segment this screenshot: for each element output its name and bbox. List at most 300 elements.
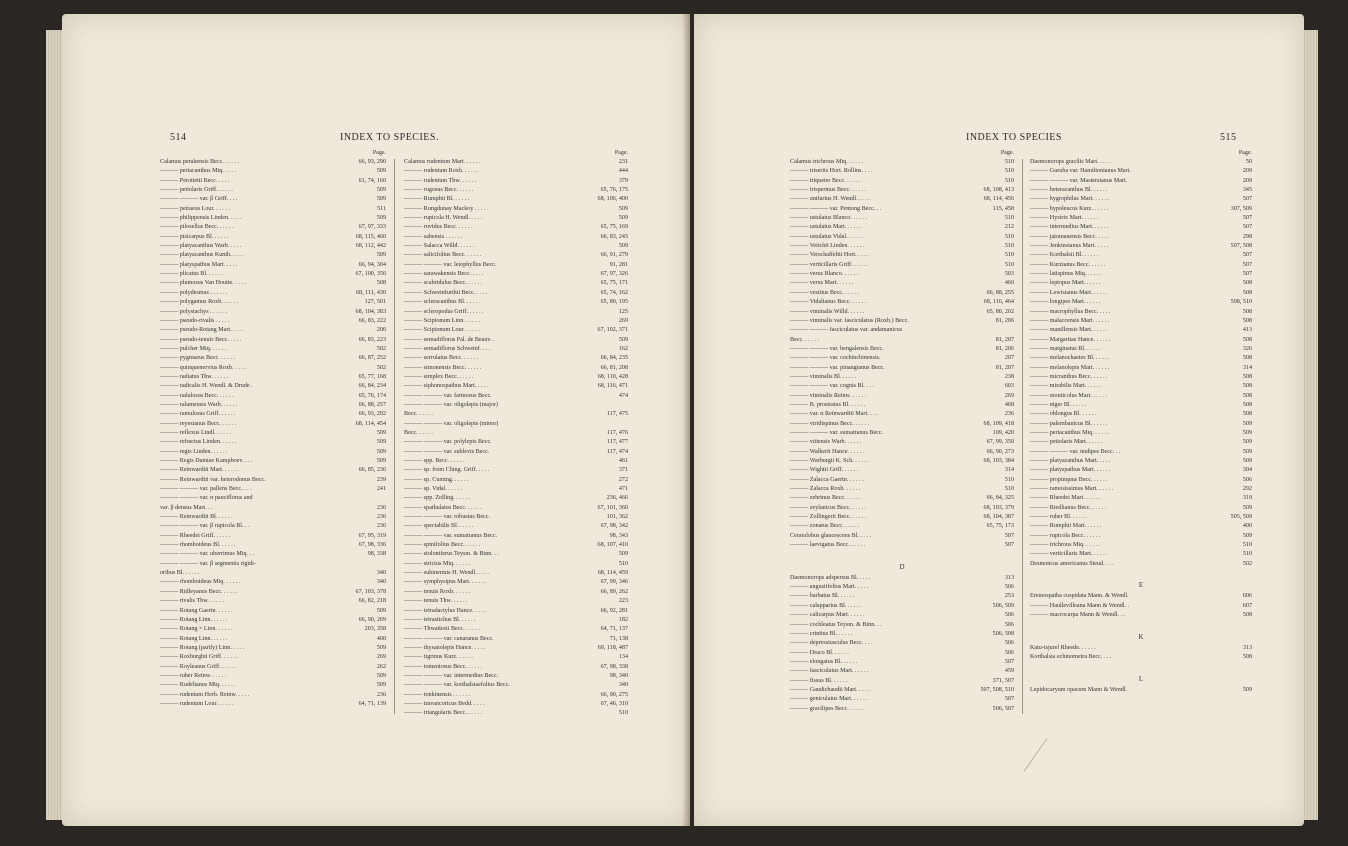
entry-pages: 67, 101, 360 (597, 504, 628, 511)
entry-pages: 236 (376, 691, 386, 698)
entry-pages: 67, 98, 342 (600, 523, 628, 530)
index-entry (790, 214, 1014, 223)
entry-name: ——— Zalacca Roxb. . . . . . (790, 486, 861, 493)
entry-name: ——— pilosellus Becc. . . . . . (160, 224, 234, 231)
entry-pages: 236, 466 (606, 495, 628, 502)
entry-name: Becc. . . . . . (404, 411, 433, 418)
entry-name: ——— verticillaris Mart. . . . . . (1030, 551, 1108, 558)
entry-pages: 508 (1242, 355, 1252, 362)
left-column-2 (404, 149, 628, 719)
section-letter: E (1138, 581, 1144, 590)
entry-name: Daemonorops gracilis Mart. . . . . (1030, 159, 1111, 165)
entry-pages: 507 (1004, 542, 1014, 549)
index-entry (160, 681, 386, 690)
entry-pages: 509 (376, 672, 386, 679)
index-entry (790, 695, 1014, 704)
entry-name: Eremospatha cuspidata Mann. & Wendl. (1030, 593, 1129, 600)
entry-pages: 340 (376, 570, 386, 577)
index-entry (404, 448, 628, 457)
entry-name: ——— platyspathus Mart. . . . . (160, 261, 238, 268)
entry-name: ——— propinquus Becc. . . . . . (1030, 476, 1108, 483)
index-entry (160, 560, 386, 569)
entry-pages: 506, 507 (992, 705, 1014, 712)
index-entry (160, 691, 386, 700)
entry-pages: 371, 507 (992, 677, 1014, 684)
entry-name: ——— Ridleyanus Becc. . . . . . (160, 588, 238, 595)
entry-pages: 507 (1242, 252, 1252, 259)
entry-pages: 269 (1004, 392, 1014, 399)
entry-name: ——— Scipionum Lour. . . . . . (404, 327, 481, 334)
entry-pages: 68, 109, 418 (983, 420, 1014, 427)
entry-name: ——— Rotang Linn. . . . . . (160, 616, 228, 623)
entry-pages: 64, 71, 137 (600, 626, 628, 633)
entry-name: Becc. . . . . . (404, 429, 433, 436)
index-entry (404, 681, 628, 690)
entry-name: Ceratolobus glaucescens Bl. . . . . (790, 532, 872, 539)
entry-pages: 507 (1242, 224, 1252, 231)
entry-pages: 508 (1242, 654, 1252, 661)
index-entry (404, 457, 628, 466)
entry-pages: 508 (1242, 612, 1252, 619)
entry-name: ——— barbatus Bl. . . . . . (790, 593, 855, 600)
entry-pages: 68, 106, 400 (597, 196, 628, 203)
entry-name: ——— sp. from Ching. Griff. . . . . (404, 467, 490, 474)
entry-pages: 66, 88, 255 (986, 289, 1014, 296)
entry-pages: 509 (376, 196, 386, 203)
entry-name: ——— ——— var. nudipes Becc. . . (1030, 448, 1121, 455)
entry-name: ——— calicarpus Mart. . . . . . (790, 612, 865, 619)
index-entry (1030, 214, 1252, 223)
entry-pages: 307, 509 (1230, 205, 1252, 212)
entry-name: ——— ramosissimus Mart. . . . . . (1030, 486, 1114, 493)
entry-pages: 68, 115, 460 (355, 233, 386, 240)
entry-name: ——— petiolaris Griff. . . . . . (160, 187, 233, 194)
index-entry (404, 429, 628, 438)
entry-name: ——— viminalis Willd. . . . . . (790, 308, 865, 315)
index-entry (790, 457, 1014, 466)
index-entry (790, 494, 1014, 503)
index-entry (160, 625, 386, 634)
entry-pages: 98, 340 (609, 672, 628, 679)
index-entry (404, 466, 628, 475)
index-entry (160, 410, 386, 419)
entry-pages: 68, 111, 430 (355, 289, 386, 296)
entry-name: ——— Gaudichaudii Mart. . . . . (790, 686, 870, 693)
entry-name: ——— Zalacca Gaertn. . . . . . (790, 476, 864, 483)
section-letter: K (1138, 632, 1144, 641)
entry-name: ——— triseriis Hort. Rollins. . . . (790, 168, 873, 175)
entry-name: ——— rivalis Thw. . . . . . (160, 598, 224, 605)
entry-name: ——— Reinwardtii Bl. . . . . . (160, 514, 233, 521)
entry-name: ——— melanolepis Mart. . . . . . (1030, 364, 1110, 371)
column-rule (394, 159, 395, 714)
index-entry (160, 532, 386, 541)
index-entry (790, 611, 1014, 620)
entry-name: ——— Korthalsii Bl. . . . . . (1030, 252, 1099, 259)
entry-pages: 65, 75, 173 (986, 523, 1014, 530)
entry-pages: 65, 75, 169 (600, 224, 628, 231)
section-letter: D (899, 562, 905, 571)
entry-name: ——— verus Mart. . . . . . (790, 280, 854, 287)
entry-pages: 507 (1004, 658, 1014, 665)
entry-name: ——— Thwaitesii Becc. . . . . . (404, 626, 480, 633)
entry-name: ——— cochleatus Teysm. & Binn. . . (790, 621, 882, 628)
right-page-number: 515 (1220, 132, 1237, 143)
index-entry (1030, 298, 1252, 307)
index-entry (1030, 195, 1252, 204)
index-entry (1030, 373, 1252, 382)
entry-pages: 117, 476 (606, 429, 628, 436)
entry-pages: 66, 93, 292 (358, 411, 386, 418)
index-entry (404, 270, 628, 279)
entry-name: ——— ruber Reinw. . . . . . (160, 672, 227, 679)
entry-name: ——— Rotang Linn. . . . . . (160, 635, 228, 642)
entry-pages: 510 (1004, 215, 1014, 222)
entry-pages: 510 (1004, 168, 1014, 175)
entry-pages: 509 (1242, 458, 1252, 464)
entry-name: ——— scleropodus Griff. . . . . . (404, 308, 484, 315)
entry-name: ——— ——— var. sumatranus Becc. (790, 429, 884, 436)
entry-name: ——— spinifolius Becc. . . . . . (404, 542, 480, 549)
entry-name: ——— philippensis Linden. . . . . (160, 215, 242, 222)
index-entry (1030, 345, 1252, 354)
index-entry (160, 270, 386, 279)
index-entry (160, 569, 386, 578)
index-entry (404, 504, 628, 513)
entry-pages: 313 (1242, 644, 1252, 651)
entry-pages: 61, 74, 160 (358, 177, 386, 184)
entry-name: Calamus rudentum Mart. . . . . . (404, 159, 481, 165)
entry-pages: 509 (376, 187, 386, 194)
index-entry (160, 644, 386, 653)
entry-pages: 66, 93, 290 (358, 159, 386, 165)
entry-pages: 507 (1242, 271, 1252, 278)
index-entry (160, 177, 386, 186)
entry-pages: 67, 102, 371 (597, 327, 628, 334)
index-entry (160, 672, 386, 681)
entry-name: ——— Draco Bl. . . . . . (790, 649, 849, 656)
entry-name: ——— pulcher Miq. . . . . . (160, 345, 227, 352)
entry-pages: 507, 508, 510 (980, 686, 1014, 693)
index-entry (404, 672, 628, 681)
index-entry (1030, 494, 1252, 503)
entry-name: ——— stoloniferus Teysm. & Binn. . . (404, 551, 499, 558)
entry-pages: 509 (1242, 439, 1252, 446)
entry-pages: 231 (618, 159, 628, 165)
index-entry (160, 429, 386, 438)
entry-name: ——— Rheedei Griff. . . . . . (160, 532, 231, 539)
entry-pages: 507 (1242, 196, 1252, 203)
entry-pages: 66, 83, 222 (358, 317, 386, 324)
index-entry (404, 345, 628, 354)
entry-pages: 471 (618, 486, 628, 493)
entry-name: ——— ——— var. cochinchinensis. (790, 355, 881, 362)
entry-pages: 67, 98, 338 (600, 663, 628, 670)
entry-name: ——— viminalis Bl. . . . . . (790, 373, 857, 380)
entry-pages: 68, 107, 410 (597, 542, 628, 549)
entry-name: ——— platyacanthus Warb. . . . . (160, 243, 242, 250)
index-entry (160, 308, 386, 317)
entry-pages: 66, 84, 234 (358, 383, 386, 390)
entry-pages: 66, 90, 275 (600, 691, 628, 698)
entry-name: ——— ——— fasciculatus var. andamanicus (790, 327, 903, 334)
index-entry (1030, 223, 1252, 232)
entry-name: ——— simonensis Becc. . . . . . (404, 364, 482, 371)
entry-pages: 269 (376, 654, 386, 661)
entry-name: ——— Riedlianus Becc. . . . . . (1030, 504, 1107, 511)
entry-name: ——— ——— var. farinosus Becc. (404, 392, 492, 399)
entry-name: ——— malaccensis Mart. . . . . . (1030, 317, 1110, 324)
entry-pages: 505, 509 (1230, 514, 1252, 521)
index-entry (160, 336, 386, 345)
left-page (62, 14, 690, 826)
page-label: Page. (1238, 150, 1252, 156)
index-entry (404, 298, 628, 307)
index-entry (790, 592, 1014, 601)
entry-pages: 66, 84, 235 (600, 355, 628, 362)
index-entry (790, 354, 1014, 363)
entry-pages: 508 (1242, 392, 1252, 399)
index-entry (790, 167, 1014, 176)
entry-name: ——— rudentum Lour. . . . . . (160, 700, 233, 707)
entry-name: ——— rupicola Becc. . . . . . (1030, 532, 1101, 539)
index-entry (790, 326, 1014, 335)
entry-name: ——— ——— var. β segmentis rigidi- (160, 560, 256, 567)
entry-pages: 508 (1242, 280, 1252, 287)
entry-pages: 313 (1004, 574, 1014, 581)
index-entry (160, 298, 386, 307)
index-entry (404, 532, 628, 541)
entry-name: ——— refractus Linden. . . . . . (160, 439, 237, 446)
entry-name: ——— rugosus Becc. . . . . . (404, 187, 474, 194)
entry-name: ——— leptopus Mart. . . . . . (1030, 280, 1101, 287)
index-entry (1030, 326, 1252, 335)
entry-pages: 67, 97, 326 (600, 271, 628, 278)
index-entry (160, 354, 386, 363)
entry-pages: 66, 94, 304 (358, 261, 386, 268)
index-entry (790, 382, 1014, 391)
entry-pages: 65, 76, 174 (358, 392, 386, 399)
entry-name: var. β densus Mart. . . (160, 504, 213, 511)
entry-pages: 509 (376, 448, 386, 455)
entry-name: ——— tomentosus Becc. . . . . . (404, 663, 483, 670)
entry-name: ——— micranthus Becc. . . . . . (1030, 373, 1108, 380)
index-entry (404, 420, 628, 429)
entry-pages: 509 (1242, 532, 1252, 539)
index-entry (790, 242, 1014, 251)
entry-pages: 98, 343 (609, 532, 628, 539)
entry-pages: 509 (376, 458, 386, 464)
index-entry (160, 522, 386, 531)
entry-name: Katu-tsjurel Rheede. . . . . . (1030, 644, 1096, 651)
entry-pages: 68, 114, 456 (983, 196, 1014, 203)
entry-name: ——— radicalis H. Wendl. & Drude . (160, 383, 253, 390)
entry-name: ——— Zollingerii Becc. . . . . . (790, 514, 867, 521)
index-entry (404, 195, 628, 204)
column-rule (1022, 159, 1023, 714)
entry-pages: 326 (1242, 345, 1252, 352)
entry-pages: 509 (376, 439, 386, 446)
entry-name: ——— Hystrix Mart. . . . . . (1030, 215, 1099, 222)
index-entry (790, 705, 1014, 714)
entry-pages: 607 (1242, 602, 1252, 609)
entry-pages: 66, 83, 245 (600, 233, 628, 240)
entry-name: ——— salicifolius Becc. . . . . . (404, 252, 482, 259)
index-entry (404, 158, 628, 167)
entry-pages: 371 (618, 467, 628, 474)
index-entry (1030, 466, 1252, 475)
index-entry (160, 513, 386, 522)
entry-pages: 508 (1242, 383, 1252, 390)
entry-name: ——— Roxburghii Griff. . . . . . (160, 654, 238, 661)
entry-pages: 510 (1004, 243, 1014, 250)
right-page-header: INDEX TO SPECIES (966, 132, 1062, 143)
entry-name: ——— hypoleucus Kurz. . . . . . (1030, 205, 1109, 212)
entry-name: ——— unifarius H. Wendl. . . . . (790, 196, 870, 203)
entry-name: ——— tenuis Roxb. . . . . . (404, 588, 470, 595)
entry-name: ——— vitiensis Warb. . . . . . (790, 439, 862, 446)
index-entry (1030, 653, 1252, 662)
index-entry (1030, 251, 1252, 260)
entry-pages: 66, 88, 257 (358, 401, 386, 408)
index-entry (1030, 289, 1252, 298)
entry-pages: 510 (1004, 159, 1014, 165)
entry-name: ——— triangularis Becc. . . . . . (404, 710, 483, 717)
index-entry (160, 700, 386, 709)
entry-pages: 510 (1004, 261, 1014, 268)
entry-name: ——— spp. Zolling. . . . . . (404, 495, 471, 502)
entry-pages: 253 (1004, 593, 1014, 600)
entry-name: ——— tetrastichus Bl. . . . . . (404, 616, 476, 623)
entry-name: ——— Scipionum Linn. . . . . . (404, 317, 481, 324)
entry-name: ——— ralumensis Warb. . . . . . (160, 401, 238, 408)
entry-pages: 117, 474 (606, 448, 628, 455)
entry-pages: 510 (1004, 252, 1014, 259)
entry-pages: 238 (1004, 373, 1014, 380)
entry-pages: 508 (1242, 308, 1252, 315)
entry-name: ——— ustulatus Mart. . . . . . (790, 224, 862, 231)
entry-name: ——— triqueter Becc. . . . . . (790, 177, 861, 184)
index-entry (790, 345, 1014, 354)
entry-name: ——— Jenkinsianus Mart. . . . . (1030, 243, 1109, 250)
entry-name: ——— Wightii Griff. . . . . . (790, 467, 859, 474)
index-entry (160, 289, 386, 298)
index-entry (790, 205, 1014, 214)
entry-pages: 236 (376, 523, 386, 530)
entry-name: ——— laevigatus Becc. . . . . . (790, 542, 865, 549)
entry-pages: 506, 508 (992, 630, 1014, 637)
entry-pages: 508 (1242, 401, 1252, 408)
index-entry (790, 541, 1014, 550)
entry-name: ——— polygamus Roxb. . . . . . (160, 299, 239, 306)
entry-pages: 81, 207 (995, 364, 1014, 371)
index-entry (160, 420, 386, 429)
page-label: Page. (372, 150, 386, 156)
index-entry (790, 279, 1014, 288)
entry-pages: 66, 90, 269 (358, 616, 386, 623)
index-entry (1030, 308, 1252, 317)
entry-pages: 508 (1242, 317, 1252, 324)
index-entry (1030, 476, 1252, 485)
entry-name: ——— ——— var. pinangianus Becc. (790, 364, 885, 371)
entry-pages: 109, 420 (992, 429, 1014, 436)
entry-pages: 506 (1242, 476, 1252, 483)
entry-pages: 509 (618, 243, 628, 250)
entry-name: ——— ustulatus Vidal. . . . . . (790, 233, 863, 240)
entry-name: ——— platyacanthus Kunth. . . . . (160, 252, 244, 259)
index-entry (160, 214, 386, 223)
entry-name: ——— mirabilis Mart. . . . . . (1030, 383, 1102, 390)
entry-pages: 67, 98, 336 (358, 542, 386, 549)
entry-pages: 507 (1004, 532, 1014, 539)
entry-name: ——— ——— var. pallens Becc. . . . (160, 486, 252, 493)
entry-pages: 66, 84, 325 (986, 495, 1014, 502)
entry-name: ——— plicatus Bl. . . . . . (160, 271, 223, 278)
entry-name: ——— viminalis var. fasciculatus (Roxb.) Becc. (790, 317, 909, 324)
index-entry (160, 466, 386, 475)
entry-pages: 66, 81, 208 (600, 364, 628, 371)
entry-pages: 66, 85, 236 (358, 467, 386, 474)
entry-pages: 510 (1242, 551, 1252, 558)
entry-pages: 101, 362 (606, 514, 628, 521)
entry-name: ——— pseudo-Rotang Mart. . . . . (160, 327, 244, 334)
index-entry (790, 392, 1014, 401)
entry-pages: 64, 71, 139 (358, 700, 386, 707)
entry-name: ——— calapparius Bl. . . . . . (790, 602, 862, 609)
index-entry (1030, 541, 1252, 550)
entry-pages: 345 (1242, 187, 1252, 194)
index-entry (404, 214, 628, 223)
entry-pages: 117, 475 (606, 411, 628, 418)
index-entry (790, 522, 1014, 531)
index-entry (790, 410, 1014, 419)
entry-pages: 66, 83, 223 (358, 336, 386, 343)
entry-name: ——— Haullevilleana Mann & Wendl. . (1030, 602, 1130, 609)
entry-name: ——— pseudo-rivalis . . . . . (160, 317, 230, 324)
entry-name: ——— serrulatus Becc. . . . . . (404, 355, 478, 362)
index-entry (1030, 602, 1252, 611)
entry-pages: 444 (618, 168, 628, 175)
entry-pages: 508 (1242, 373, 1252, 380)
index-entry (160, 476, 386, 485)
entry-name: ——— Rotang (partly) Linn. . . . . (160, 644, 244, 651)
entry-name: ——— ruvidus Becc. . . . . . (404, 224, 473, 231)
entry-name: ——— trispermus Becc. . . . . . (790, 187, 866, 194)
entry-pages: 508, 510 (1230, 299, 1252, 306)
index-entry (790, 420, 1014, 429)
entry-pages: 209 (1242, 168, 1252, 175)
index-entry (1030, 158, 1252, 167)
entry-name: ——— scabridulus Becc. . . . . . (404, 280, 483, 287)
index-entry (404, 289, 628, 298)
entry-pages: 81, 207 (995, 336, 1014, 343)
entry-pages: 68, 104, 383 (355, 308, 386, 315)
entry-name: ——— gracilipes Becc. . . . . . (790, 705, 864, 712)
entry-name: ——— Walkerii Hance. . . . . . (790, 448, 865, 455)
index-entry (160, 635, 386, 644)
entry-name: ——— Veitchii Linden. . . . . . (790, 243, 865, 250)
index-entry (1030, 550, 1252, 559)
entry-pages: 603 (1004, 383, 1014, 390)
entry-pages: 209 (1242, 177, 1252, 184)
entry-name: ——— ——— var. sublevis Becc. (404, 448, 490, 455)
index-entry (160, 653, 386, 662)
entry-pages: 262 (376, 663, 386, 670)
entry-pages: 68, 114, 459 (597, 570, 628, 577)
entry-pages: 507 (1242, 215, 1252, 222)
entry-name: ——— ramulosus Griff. . . . . . (160, 411, 236, 418)
index-entry (160, 616, 386, 625)
